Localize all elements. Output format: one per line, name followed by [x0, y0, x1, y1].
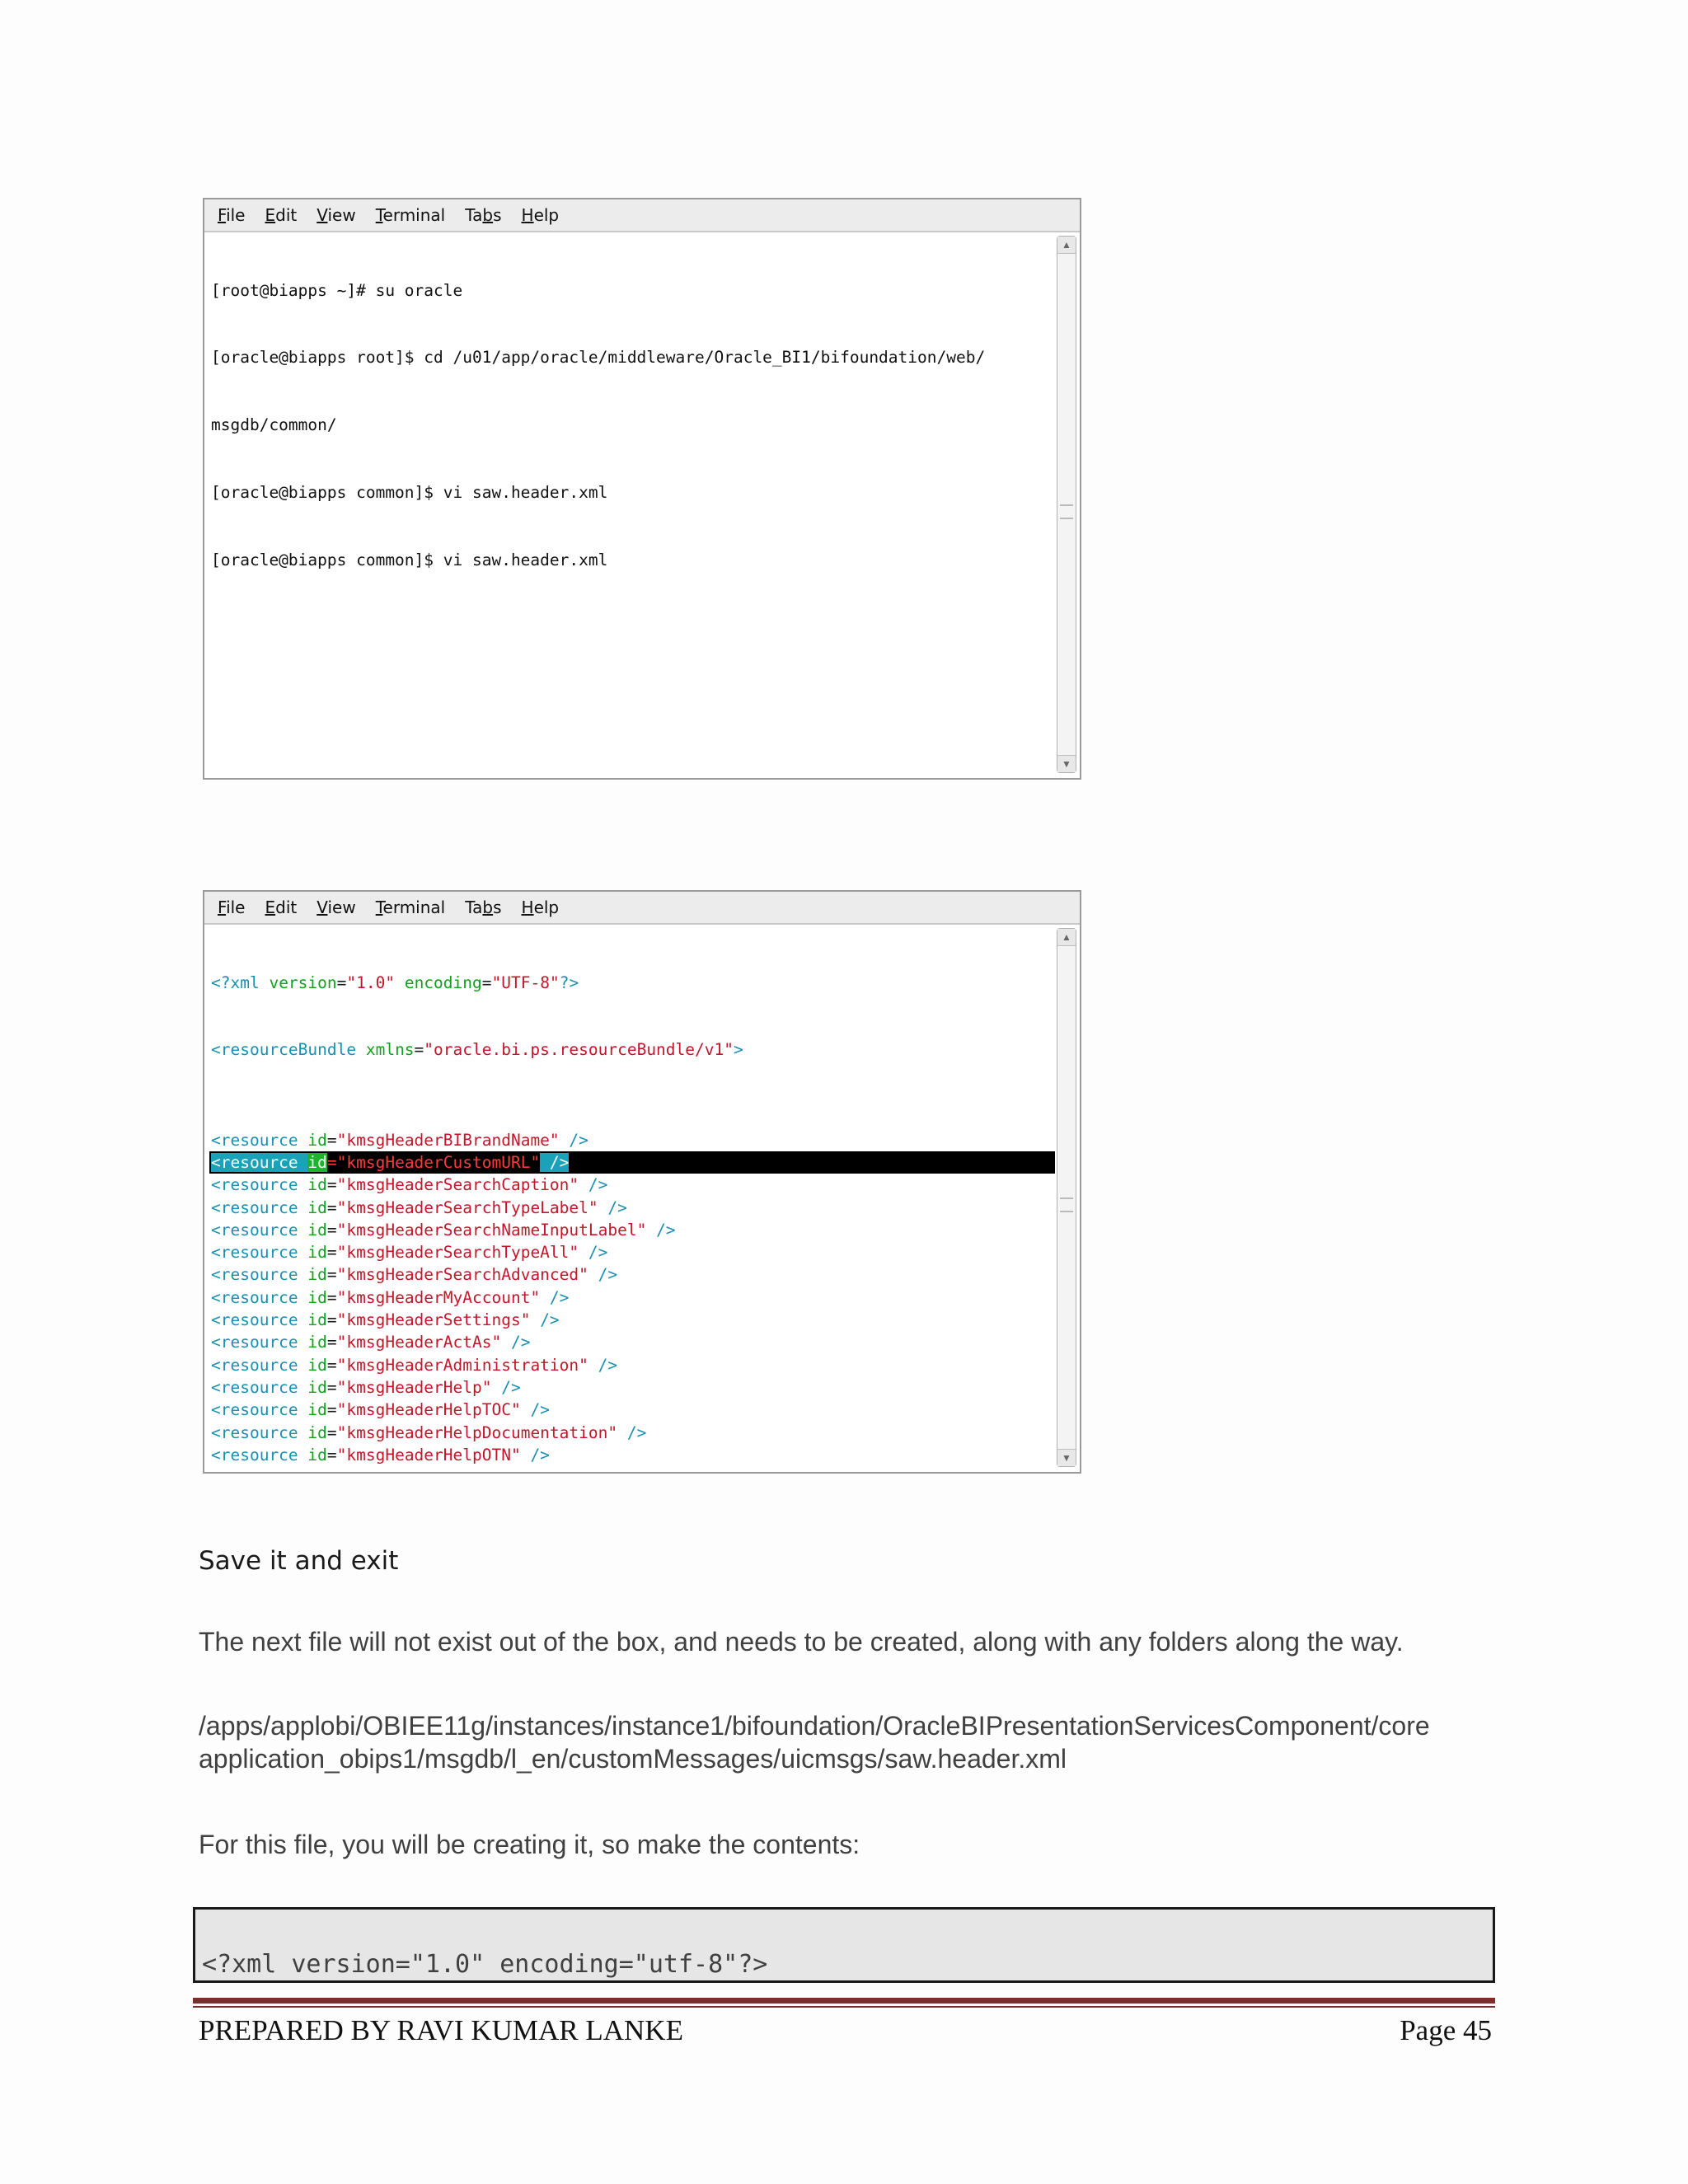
terminal-line: [oracle@biapps root]$ cd /u01/app/oracle/middleware/Oracle_BI1/bifoundation/web/	[211, 348, 986, 368]
xml-tag: />	[540, 1287, 570, 1307]
terminal-menubar	[204, 892, 1080, 925]
xml-attr: id	[307, 1355, 327, 1375]
xml-attr: id	[307, 1377, 327, 1397]
xml-attr: id	[307, 1130, 327, 1150]
xml-eq: =	[481, 972, 492, 992]
xml-attr: id	[307, 1422, 327, 1442]
resource-line	[209, 1444, 1055, 1466]
terminal-line: [root@biapps ~]# su oracle	[211, 280, 463, 300]
terminal-line: [oracle@biapps common]$ vi saw.header.xml	[211, 551, 608, 570]
xml-tag: <resource	[211, 1130, 308, 1150]
xml-tag: <resource	[211, 1422, 308, 1442]
footer-rule-thin	[193, 2006, 1495, 2008]
xml-tag: />	[520, 1445, 550, 1465]
resource-line	[209, 1466, 1055, 1469]
xml-tag: <resource	[211, 1265, 308, 1285]
xml-eq: =	[326, 1243, 337, 1263]
xml-tag: <resource	[211, 1287, 308, 1307]
resource-line	[209, 1151, 1055, 1174]
xml-tag: />	[598, 1197, 627, 1217]
resource-line	[209, 1129, 1055, 1151]
xml-value: "kmsgHeaderHelpDocumentation"	[336, 1422, 618, 1442]
file-path-line: /apps/applobi/OBIEE11g/instances/instance1/bifoundation/OracleBIPresentationServicesComponent/core	[199, 1711, 1430, 1741]
xml-tag: <resource	[211, 1220, 308, 1240]
scroll-up-arrow-icon[interactable]: ▲	[1057, 929, 1076, 946]
xml-eq: =	[326, 1130, 337, 1150]
xml-eq: =	[326, 1355, 337, 1375]
xml-tag: <resource	[211, 1152, 308, 1172]
terminal-window-1[interactable]	[203, 198, 1081, 780]
xml-tag: <resourceBundle	[211, 1040, 366, 1060]
xml-value	[337, 1468, 541, 1469]
xml-tag: <?xml	[211, 972, 270, 992]
xml-tag: />	[491, 1377, 521, 1397]
xml-value: "kmsgHeaderSearchTypeAll"	[336, 1243, 579, 1263]
menu-file[interactable]: File	[218, 898, 246, 917]
file-path-line: application_obips1/msgdb/l_en/customMessages/uicmsgs/saw.header.xml	[199, 1744, 1067, 1774]
code-line: <?xml version="1.0" encoding="utf-8"?>	[202, 1950, 768, 1979]
xml-tag: <resource	[211, 1333, 308, 1352]
file-path	[199, 1709, 1501, 1775]
xml-value: "kmsgHeaderCustomURL"	[336, 1152, 541, 1172]
scroll-up-arrow-icon[interactable]: ▲	[1057, 237, 1076, 254]
terminal-window-2[interactable]	[203, 890, 1081, 1474]
xml-tag: />	[588, 1355, 618, 1375]
scroll-down-arrow-icon[interactable]: ▼	[1057, 755, 1076, 772]
xml-value: "kmsgHeaderSearchAdvanced"	[336, 1265, 588, 1285]
xml-eq: =	[326, 1310, 337, 1330]
xml-value: "kmsgHeaderHelpOTN"	[336, 1445, 521, 1465]
xml-eq: =	[326, 1422, 337, 1442]
terminal-scrollbar[interactable]	[1057, 236, 1076, 773]
xml-tag: />	[617, 1422, 647, 1442]
xml-eq: =	[326, 1152, 337, 1172]
save-exit-text: Save it and exit	[199, 1546, 399, 1576]
xml-tag: />	[579, 1243, 608, 1263]
xml-attr: id	[307, 1152, 327, 1172]
menu-tabs[interactable]: Tabs	[465, 205, 502, 225]
xml-value: "1.0"	[346, 972, 396, 992]
xml-tag: />	[501, 1333, 531, 1352]
xml-tag: />	[559, 1130, 588, 1150]
xml-value: "UTF-8"	[491, 972, 560, 992]
resource-line	[209, 1331, 1055, 1353]
xml-attr: id	[307, 1220, 327, 1240]
menu-terminal[interactable]: Terminal	[375, 898, 446, 917]
xml-value: "kmsgHeaderMyAccount"	[336, 1287, 541, 1307]
xml-attr: id	[307, 1265, 327, 1285]
xml-value: "kmsgHeaderSearchCaption"	[336, 1175, 579, 1195]
menu-help[interactable]: Help	[521, 205, 560, 225]
terminal-menubar	[204, 199, 1080, 232]
xml-attr	[307, 1468, 326, 1469]
xml-eq: =	[414, 1040, 424, 1060]
xml-value: "kmsgHeaderAdministration"	[336, 1355, 588, 1375]
xml-tag	[540, 1468, 569, 1469]
footer-rule	[193, 1998, 1495, 2004]
page-number: Page 45	[1400, 2014, 1492, 2046]
xml-tag: <resource	[211, 1355, 308, 1375]
xml-eq: =	[326, 1220, 337, 1240]
xml-eq: =	[326, 1400, 337, 1420]
xml-eq: =	[326, 1287, 337, 1307]
resource-line	[209, 1219, 1055, 1241]
xml-tag: <resource	[211, 1445, 308, 1465]
menu-terminal[interactable]: Terminal	[375, 205, 446, 225]
xml-tag: <resource	[211, 1197, 308, 1217]
xml-tag: <resource	[211, 1377, 308, 1397]
scroll-grip-icon[interactable]	[1060, 1197, 1073, 1212]
xml-tag: <resource	[211, 1310, 308, 1330]
xml-attr: id	[307, 1310, 327, 1330]
xml-value: "kmsgHeaderSearchNameInputLabel"	[336, 1220, 647, 1240]
xml-declaration-line	[209, 972, 1055, 994]
menu-edit[interactable]: Edit	[265, 898, 298, 917]
xml-tag: />	[530, 1310, 560, 1330]
scroll-grip-icon[interactable]	[1060, 504, 1073, 519]
resource-lines	[209, 1129, 1055, 1469]
xml-eq: =	[326, 1377, 337, 1397]
xml-eq	[327, 1468, 337, 1469]
xml-tag: ?>	[559, 972, 579, 992]
menu-view[interactable]: View	[316, 898, 356, 917]
xml-value: "kmsgHeaderHelpTOC"	[336, 1400, 521, 1420]
xml-value: "kmsgHeaderHelp"	[336, 1377, 492, 1397]
xml-eq: =	[326, 1197, 337, 1217]
menu-edit[interactable]: Edit	[265, 205, 298, 225]
code-block	[193, 1907, 1495, 1983]
xml-tag: >	[733, 1040, 743, 1060]
terminal-line: msgdb/common/	[211, 415, 337, 435]
paragraph-next-file: The next file will not exist out of the box, and needs to be created, along with any folders along the way.	[199, 1627, 1404, 1657]
scroll-down-arrow-icon[interactable]: ▼	[1057, 1449, 1076, 1466]
xml-tag: />	[540, 1152, 570, 1172]
menu-file[interactable]: File	[218, 205, 246, 225]
resource-line	[209, 1376, 1055, 1399]
xml-value: "kmsgHeaderSettings"	[336, 1310, 531, 1330]
resource-line	[209, 1309, 1055, 1331]
xml-attr: id	[307, 1333, 327, 1352]
xml-eq: =	[326, 1445, 337, 1465]
xml-attr: id	[307, 1197, 327, 1217]
xml-value: "kmsgHeaderBIBrandName"	[336, 1130, 560, 1150]
xml-tag: <resource	[211, 1243, 308, 1263]
paragraph-contents: For this file, you will be creating it, so make the contents:	[199, 1830, 860, 1859]
resource-line	[209, 1286, 1055, 1309]
resource-line	[209, 1422, 1055, 1444]
xml-value: "kmsgHeaderSearchTypeLabel"	[336, 1197, 598, 1217]
xml-eq: =	[336, 972, 347, 992]
menu-view[interactable]: View	[316, 205, 356, 225]
menu-tabs[interactable]: Tabs	[465, 898, 502, 917]
xml-eq: =	[326, 1265, 337, 1285]
menu-help[interactable]: Help	[521, 898, 560, 917]
resource-bundle-line	[209, 1038, 1055, 1061]
terminal-scrollbar[interactable]	[1057, 928, 1076, 1467]
xml-attr: encoding	[395, 972, 482, 992]
footer-author: PREPARED BY RAVI KUMAR LANKE	[199, 2014, 683, 2046]
xml-attr: id	[307, 1175, 327, 1195]
xml-eq: =	[326, 1333, 337, 1352]
resource-line	[209, 1399, 1055, 1421]
xml-tag: />	[520, 1400, 550, 1420]
xml-attr: version	[269, 972, 337, 992]
xml-attr: id	[307, 1400, 327, 1420]
resource-line	[209, 1241, 1055, 1263]
xml-tag: <resource	[211, 1400, 308, 1420]
xml-tag: />	[579, 1175, 608, 1195]
xml-attr: xmlns	[365, 1040, 415, 1060]
xml-attr: id	[307, 1287, 327, 1307]
xml-tag: <resource	[211, 1175, 308, 1195]
xml-tag	[211, 1468, 307, 1469]
terminal-line: [oracle@biapps common]$ vi saw.header.xml	[211, 483, 608, 503]
resource-line	[209, 1263, 1055, 1286]
xml-value: "oracle.bi.ps.resourceBundle/v1"	[424, 1040, 734, 1060]
xml-attr: id	[307, 1243, 327, 1263]
resource-line	[209, 1354, 1055, 1376]
xml-tag: />	[646, 1220, 676, 1240]
vi-editor-buffer[interactable]	[209, 926, 1055, 1469]
xml-tag: />	[588, 1265, 618, 1285]
terminal-output[interactable]	[209, 234, 1055, 775]
resource-line	[209, 1174, 1055, 1196]
xml-value: "kmsgHeaderActAs"	[336, 1333, 502, 1352]
xml-eq: =	[326, 1175, 337, 1195]
resource-line	[209, 1197, 1055, 1219]
xml-attr: id	[307, 1445, 327, 1465]
